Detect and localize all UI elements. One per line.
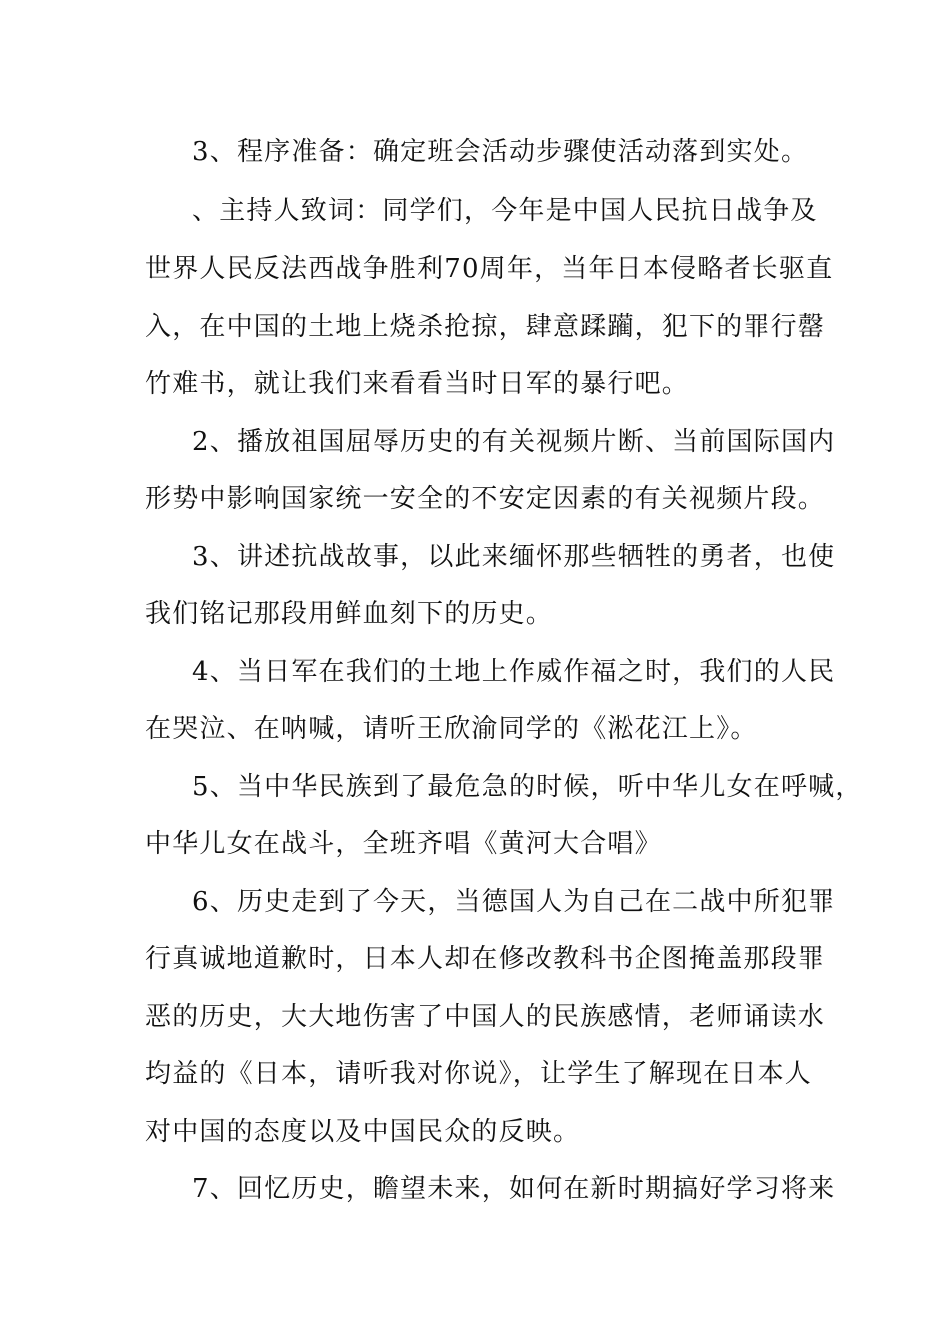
text-line-17: 均益的《日本，请听我对你说》，让学生了解现在日本人 bbox=[145, 1059, 813, 1089]
text-line-3: 世界人民反法西战争胜利70周年，当年日本侵略者长驱直 bbox=[145, 254, 834, 284]
text-line-7: 形势中影响国家统一安全的不安定因素的有关视频片段。 bbox=[145, 484, 826, 514]
text-line-12: 5、当中华民族到了最危急的时候，听中华儿女在呼喊， bbox=[192, 772, 863, 802]
text-line-8: 3、讲述抗战故事，以此来缅怀那些牺牲的勇者，也使 bbox=[192, 542, 836, 572]
text-line-14: 6、历史走到了今天，当德国人为自己在二战中所犯罪 bbox=[192, 887, 836, 917]
text-line-1: 3、程序准备：确定班会活动步骤使活动落到实处。 bbox=[192, 137, 809, 167]
text-line-10: 4、当日军在我们的土地上作威作福之时，我们的人民 bbox=[192, 657, 836, 687]
text-line-16: 恶的历史，大大地伤害了中国人的民族感情，老师诵读水 bbox=[145, 1002, 826, 1032]
text-line-2: 、主持人致词：同学们，今年是中国人民抗日战争及 bbox=[192, 196, 818, 226]
text-line-18: 对中国的态度以及中国民众的反映。 bbox=[145, 1117, 581, 1147]
text-line-4: 入，在中国的土地上烧杀抢掠，肆意蹂躏，犯下的罪行罄 bbox=[145, 312, 826, 342]
text-line-13: 中华儿女在战斗，全班齐唱《黄河大合唱》 bbox=[145, 829, 662, 859]
text-line-11: 在哭泣、在呐喊，请听王欣渝同学的《淞花江上》。 bbox=[145, 714, 758, 744]
text-line-9: 我们铭记那段用鲜血刻下的历史。 bbox=[145, 599, 554, 629]
text-line-5: 竹难书，就让我们来看看当时日军的暴行吧。 bbox=[145, 369, 690, 399]
text-line-19: 7、回忆历史，瞻望未来，如何在新时期搞好学习将来 bbox=[192, 1174, 836, 1204]
text-line-6: 2、播放祖国屈辱历史的有关视频片断、当前国际国内 bbox=[192, 427, 836, 457]
text-line-15: 行真诚地道歉时，日本人却在修改教科书企图掩盖那段罪 bbox=[145, 944, 826, 974]
